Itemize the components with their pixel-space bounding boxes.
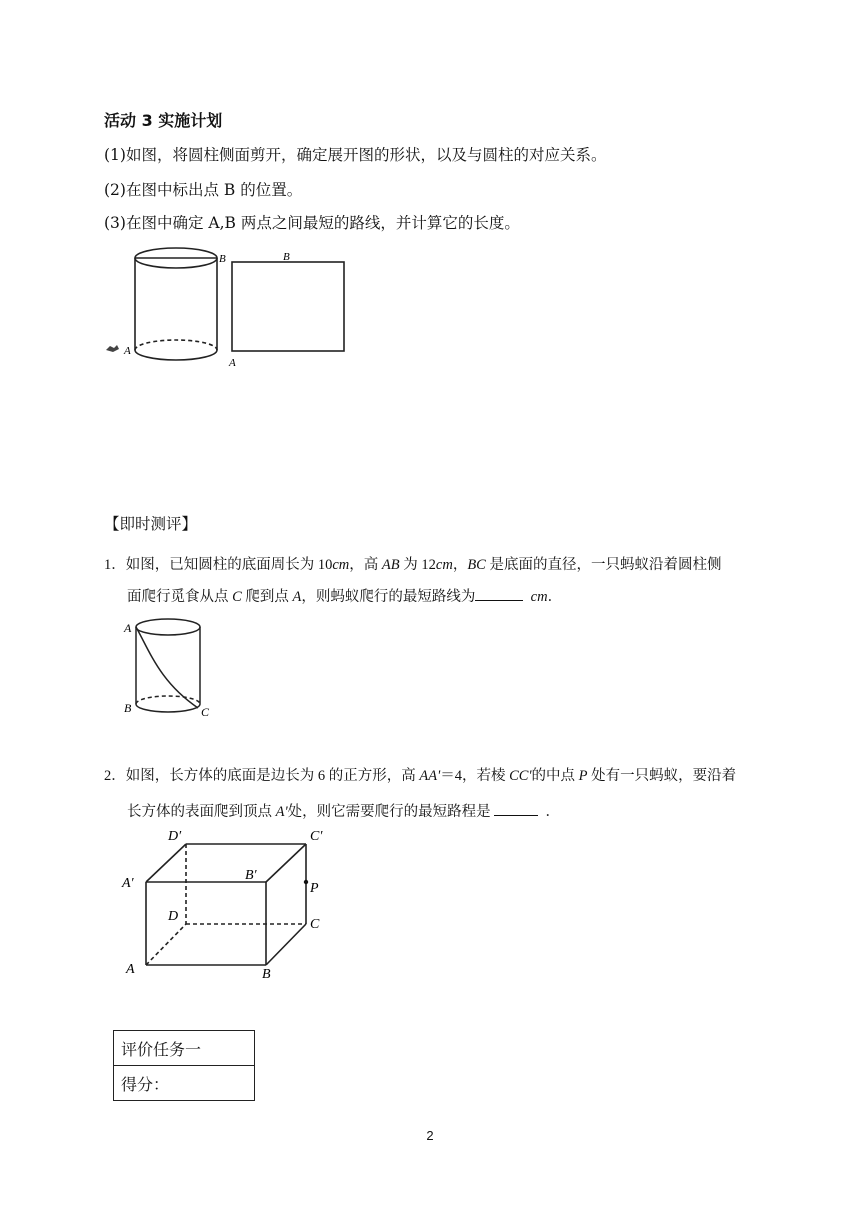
q1-text: 面爬行觅食从点: [127, 589, 233, 605]
q1-var: A: [292, 589, 302, 605]
q1-var: C: [232, 589, 242, 605]
q2-text: ．: [545, 804, 560, 820]
ant-path-curve: [136, 627, 198, 708]
activity-step-1: (1)如图，将圆柱侧面剪开，确定展开图的形状，以及与圆柱的对应关系。: [104, 146, 607, 164]
q2-text: 长方体的表面爬到顶点: [127, 804, 276, 820]
q1-label-a: A: [124, 621, 132, 635]
q2-text: 处，则它需要爬行的最短路程是: [287, 804, 491, 820]
q1-text: ．: [547, 589, 563, 605]
q1-unit: cm: [332, 557, 350, 573]
q2-var: AA': [419, 768, 441, 784]
q1-text: 爬到点: [241, 589, 293, 605]
cylinder-label-b: B: [219, 253, 226, 265]
score-field[interactable]: 得分：: [114, 1066, 255, 1101]
q2-label-a-prime: A′: [122, 876, 134, 891]
cylinder-unroll-figure: [100, 242, 360, 377]
q2-var: A': [275, 804, 288, 820]
q1-line1: [104, 553, 721, 574]
q1-label-b: B: [124, 701, 132, 715]
q2-label-p: P: [310, 881, 319, 896]
q1-text: 如图，已知圆柱的底面周长为 10: [125, 557, 333, 573]
q1-number: 1．: [104, 557, 126, 573]
q2-number: 2．: [104, 768, 126, 784]
activity-title: 活动 3 实施计划: [104, 111, 223, 130]
pointer-mark-icon: [106, 345, 119, 352]
point-p-dot: [304, 880, 308, 884]
q2-text: 的中点: [531, 768, 579, 784]
test-heading: 【即时测评】: [104, 515, 198, 533]
unrolled-rectangle: [232, 262, 344, 351]
q2-text: 处有一只蚂蚁，要沿着: [587, 768, 737, 784]
q1-text: 是底面的直径，一只蚂蚁沿着圆柱侧: [485, 557, 722, 573]
q1-var: BC: [467, 557, 486, 573]
score-table: [113, 1030, 255, 1101]
q2-answer-blank[interactable]: [494, 801, 538, 816]
activity-step-3: (3)在图中确定 A,B 两点之间最短的路线，并计算它的长度。: [104, 214, 520, 232]
q1-cylinder-figure: [120, 612, 220, 722]
q2-line2: [127, 800, 560, 821]
q2-line1: [104, 764, 736, 785]
q1-line2: [127, 585, 562, 606]
score-task-label: 评价任务一: [114, 1031, 255, 1066]
q2-text: ＝4，若棱: [440, 768, 510, 784]
q2-cuboid-figure: [118, 822, 330, 982]
q1-label-c: C: [201, 705, 210, 719]
q2-label-b-prime: B′: [245, 868, 257, 883]
q2-text: 如图，长方体的底面是边长为 6 的正方形，高: [125, 768, 420, 784]
q2-label-a: A: [126, 962, 135, 977]
q1-text: ，: [452, 557, 468, 573]
q2-label-d: D: [168, 909, 179, 924]
q2-var: CC': [509, 768, 532, 784]
q1-text: ，则蚂蚁爬行的最短路线为: [301, 589, 476, 605]
rect-label-b: B: [283, 251, 290, 263]
q1-unit: cm: [530, 589, 548, 605]
q2-label-d-prime: D′: [168, 829, 182, 844]
q1-text: 为 12: [399, 557, 436, 573]
q2-label-c-prime: C′: [310, 829, 323, 844]
q1-unit: cm: [435, 557, 453, 573]
q1-var: AB: [381, 557, 400, 573]
page-number: 2: [426, 1128, 434, 1143]
activity-step-2: (2)在图中标出点 B 的位置。: [104, 181, 303, 199]
q1-text: ，高: [349, 557, 382, 573]
rect-label-a: A: [229, 357, 236, 369]
q1-answer-blank[interactable]: [475, 586, 523, 601]
q2-label-c: C: [310, 917, 320, 932]
q2-var: P: [578, 768, 588, 784]
cylinder-label-a: A: [124, 345, 131, 357]
q2-label-b: B: [262, 967, 271, 982]
